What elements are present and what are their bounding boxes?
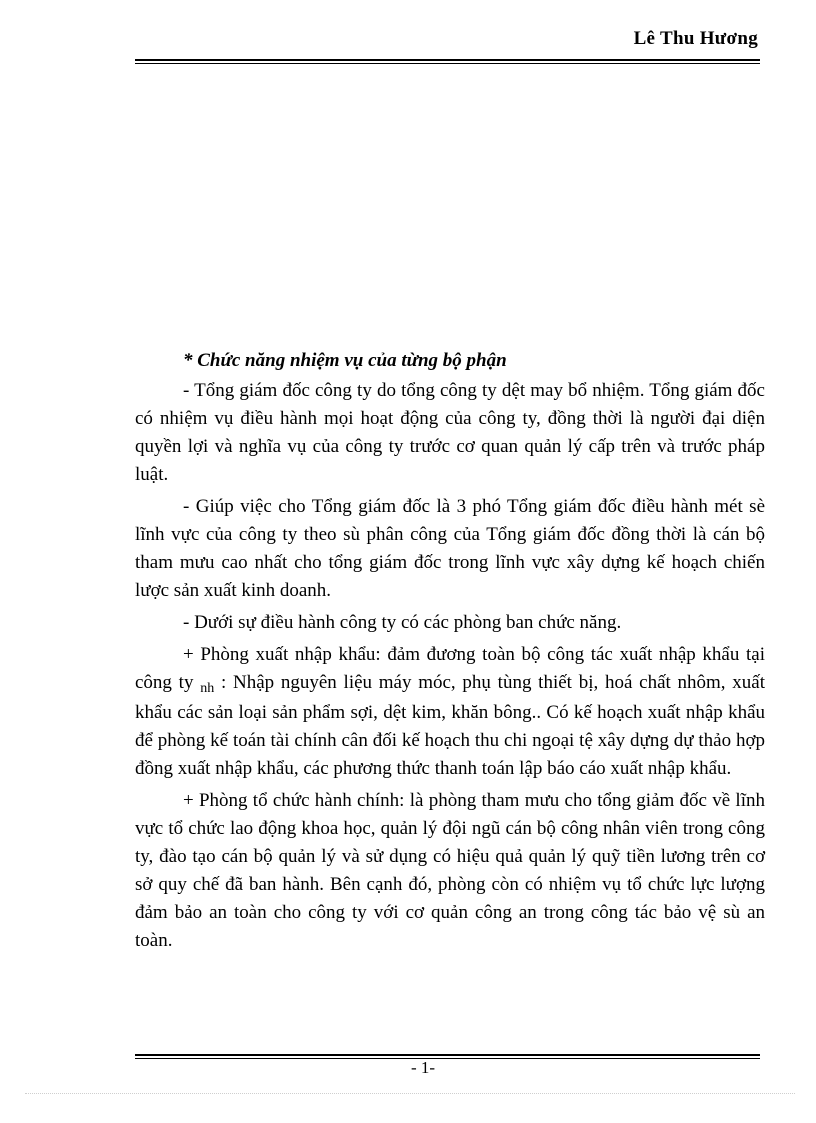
- header-rule: [135, 59, 760, 64]
- section-title: * Chức năng nhiệm vụ của từng bộ phận: [183, 350, 507, 371]
- import-export-text-start: + Phòng xuất nhập khẩu: đảm đương toàn bộ công tác xuất nhập khẩu tại công ty: [135, 644, 765, 693]
- paragraph-general-director: - Tổng giám đốc công ty do tổng công ty dệt may bổ nhiệm. Tổng giám đốc có nhiệm vụ điều hành mọi hoạt động của công ty, đồng thời là người đại diện quyền lợi và nghĩa vụ của công ty trước cơ quan quản lý cấp trên và trước pháp luật.: [135, 380, 765, 485]
- paragraph-departments: - Dưới sự điều hành công ty có các phòng ban chức năng.: [183, 612, 622, 633]
- page-number: - 1-: [410, 1058, 436, 1077]
- document-body: [135, 347, 765, 959]
- header-author: Lê Thu Hương: [633, 28, 758, 49]
- paragraph-import-export: [135, 641, 765, 783]
- paragraph-admin-department: + Phòng tổ chức hành chính: là phòng tham mưu cho tổng giảm đốc về lĩnh vực tổ chức lao động khoa học, quản lý đội ngũ cán bộ công nhân viên trong công ty, đào tạo cán bộ quản lý và sử dụng có hiệu quả quản lý quỹ tiền lương trên cơ sở quy chế đã ban hành. Bên cạnh đó, phòng còn có nhiệm vụ tổ chức lực lượng đảm bảo an toàn cho công ty với cơ quản công an trong công tác bảo vệ sù an toàn.: [135, 790, 765, 951]
- import-export-text-end: : Nhập nguyên liệu máy móc, phụ tùng thiết bị, hoá chất nhôm, xuất khẩu các sản loại sản phẩm sợi, dệt kim, khăn bông.. Có kế hoạch xuất nhập khẩu để phòng kế toán tài chính cân đối kế hoạch thu chi ngoại tệ xây dựng dự thảo hợp đồng xuất nhập khẩu, các phương thức thanh toán lập báo cáo xuất nhập khẩu.: [135, 672, 766, 779]
- import-export-subscript: nh: [200, 681, 215, 696]
- paragraph-deputy-directors: - Giúp việc cho Tổng giám đốc là 3 phó Tổng giám đốc điều hành mét sè lĩnh vực của công ty theo sù phân công của Tổng giám đốc đồng thời là cán bộ tham mưu cao nhất cho tổng giám đốc trong lĩnh vực xây dựng kế hoạch chiến lược sản xuất kinh doanh.: [135, 496, 765, 601]
- page-break-divider: [25, 1093, 795, 1094]
